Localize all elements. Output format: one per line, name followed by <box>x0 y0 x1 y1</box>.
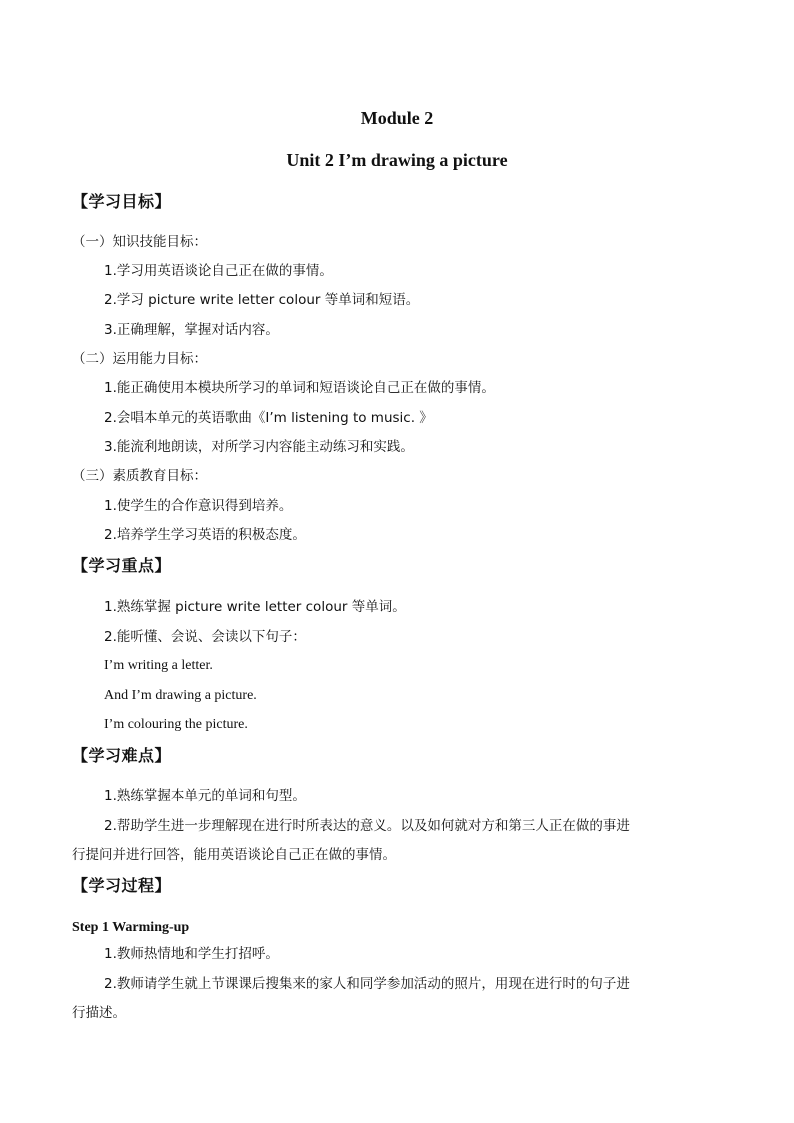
section-heading-difficulties: 【学习难点】 <box>72 746 172 765</box>
ability-item: 2.会唱本单元的英语歌曲《I’m listening to music. 》 <box>104 410 433 426</box>
module-title: Module 2 <box>360 108 434 128</box>
section-heading-objectives: 【学习目标】 <box>72 192 172 211</box>
step-title: Step 1 Warming-up <box>72 920 190 935</box>
key-point-item: 1.熟练掌握 picture write letter colour 等单词。 <box>104 599 406 615</box>
section-heading-key-points: 【学习重点】 <box>72 556 172 575</box>
example-sentence: And I’m drawing a picture. <box>104 688 257 703</box>
quality-item: 2.培养学生学习英语的积极态度。 <box>104 527 306 543</box>
quality-item: 1.使学生的合作意识得到培养。 <box>104 498 293 514</box>
subheading-ability: （二）运用能力目标： <box>72 351 207 367</box>
ability-item: 3.能流利地朗读，对所学习内容能主动练习和实践。 <box>104 439 414 455</box>
difficulty-item: 2.帮助学生进一步理解现在进行时所表达的意义。以及如何就对方和第三人正在做的事进 <box>104 818 630 834</box>
knowledge-item: 1.学习用英语谈论自己正在做的事情。 <box>104 263 333 279</box>
subheading-quality: （三）素质教育目标： <box>72 468 207 484</box>
difficulty-item-continued: 行提问并进行回答，能用英语谈论自己正在做的事情。 <box>72 847 396 863</box>
section-heading-process: 【学习过程】 <box>72 876 172 895</box>
step-item: 1.教师热情地和学生打招呼。 <box>104 946 279 962</box>
example-sentence: I’m colouring the picture. <box>104 717 248 732</box>
ability-item: 1.能正确使用本模块所学习的单词和短语谈论自己正在做的事情。 <box>104 380 495 396</box>
difficulty-item: 1.熟练掌握本单元的单词和句型。 <box>104 788 306 804</box>
example-sentence: I’m writing a letter. <box>104 658 213 673</box>
knowledge-item: 3.正确理解，掌握对话内容。 <box>104 322 279 338</box>
step-item: 2.教师请学生就上节课课后搜集来的家人和同学参加活动的照片，用现在进行时的句子进 <box>104 976 630 992</box>
unit-title: Unit 2 I’m drawing a picture <box>286 150 508 170</box>
knowledge-item: 2.学习 picture write letter colour 等单词和短语。 <box>104 292 420 308</box>
subheading-knowledge: （一）知识技能目标： <box>72 234 207 250</box>
step-item-continued: 行描述。 <box>72 1005 126 1021</box>
key-point-item: 2.能听懂、会说、会读以下句子： <box>104 629 306 645</box>
